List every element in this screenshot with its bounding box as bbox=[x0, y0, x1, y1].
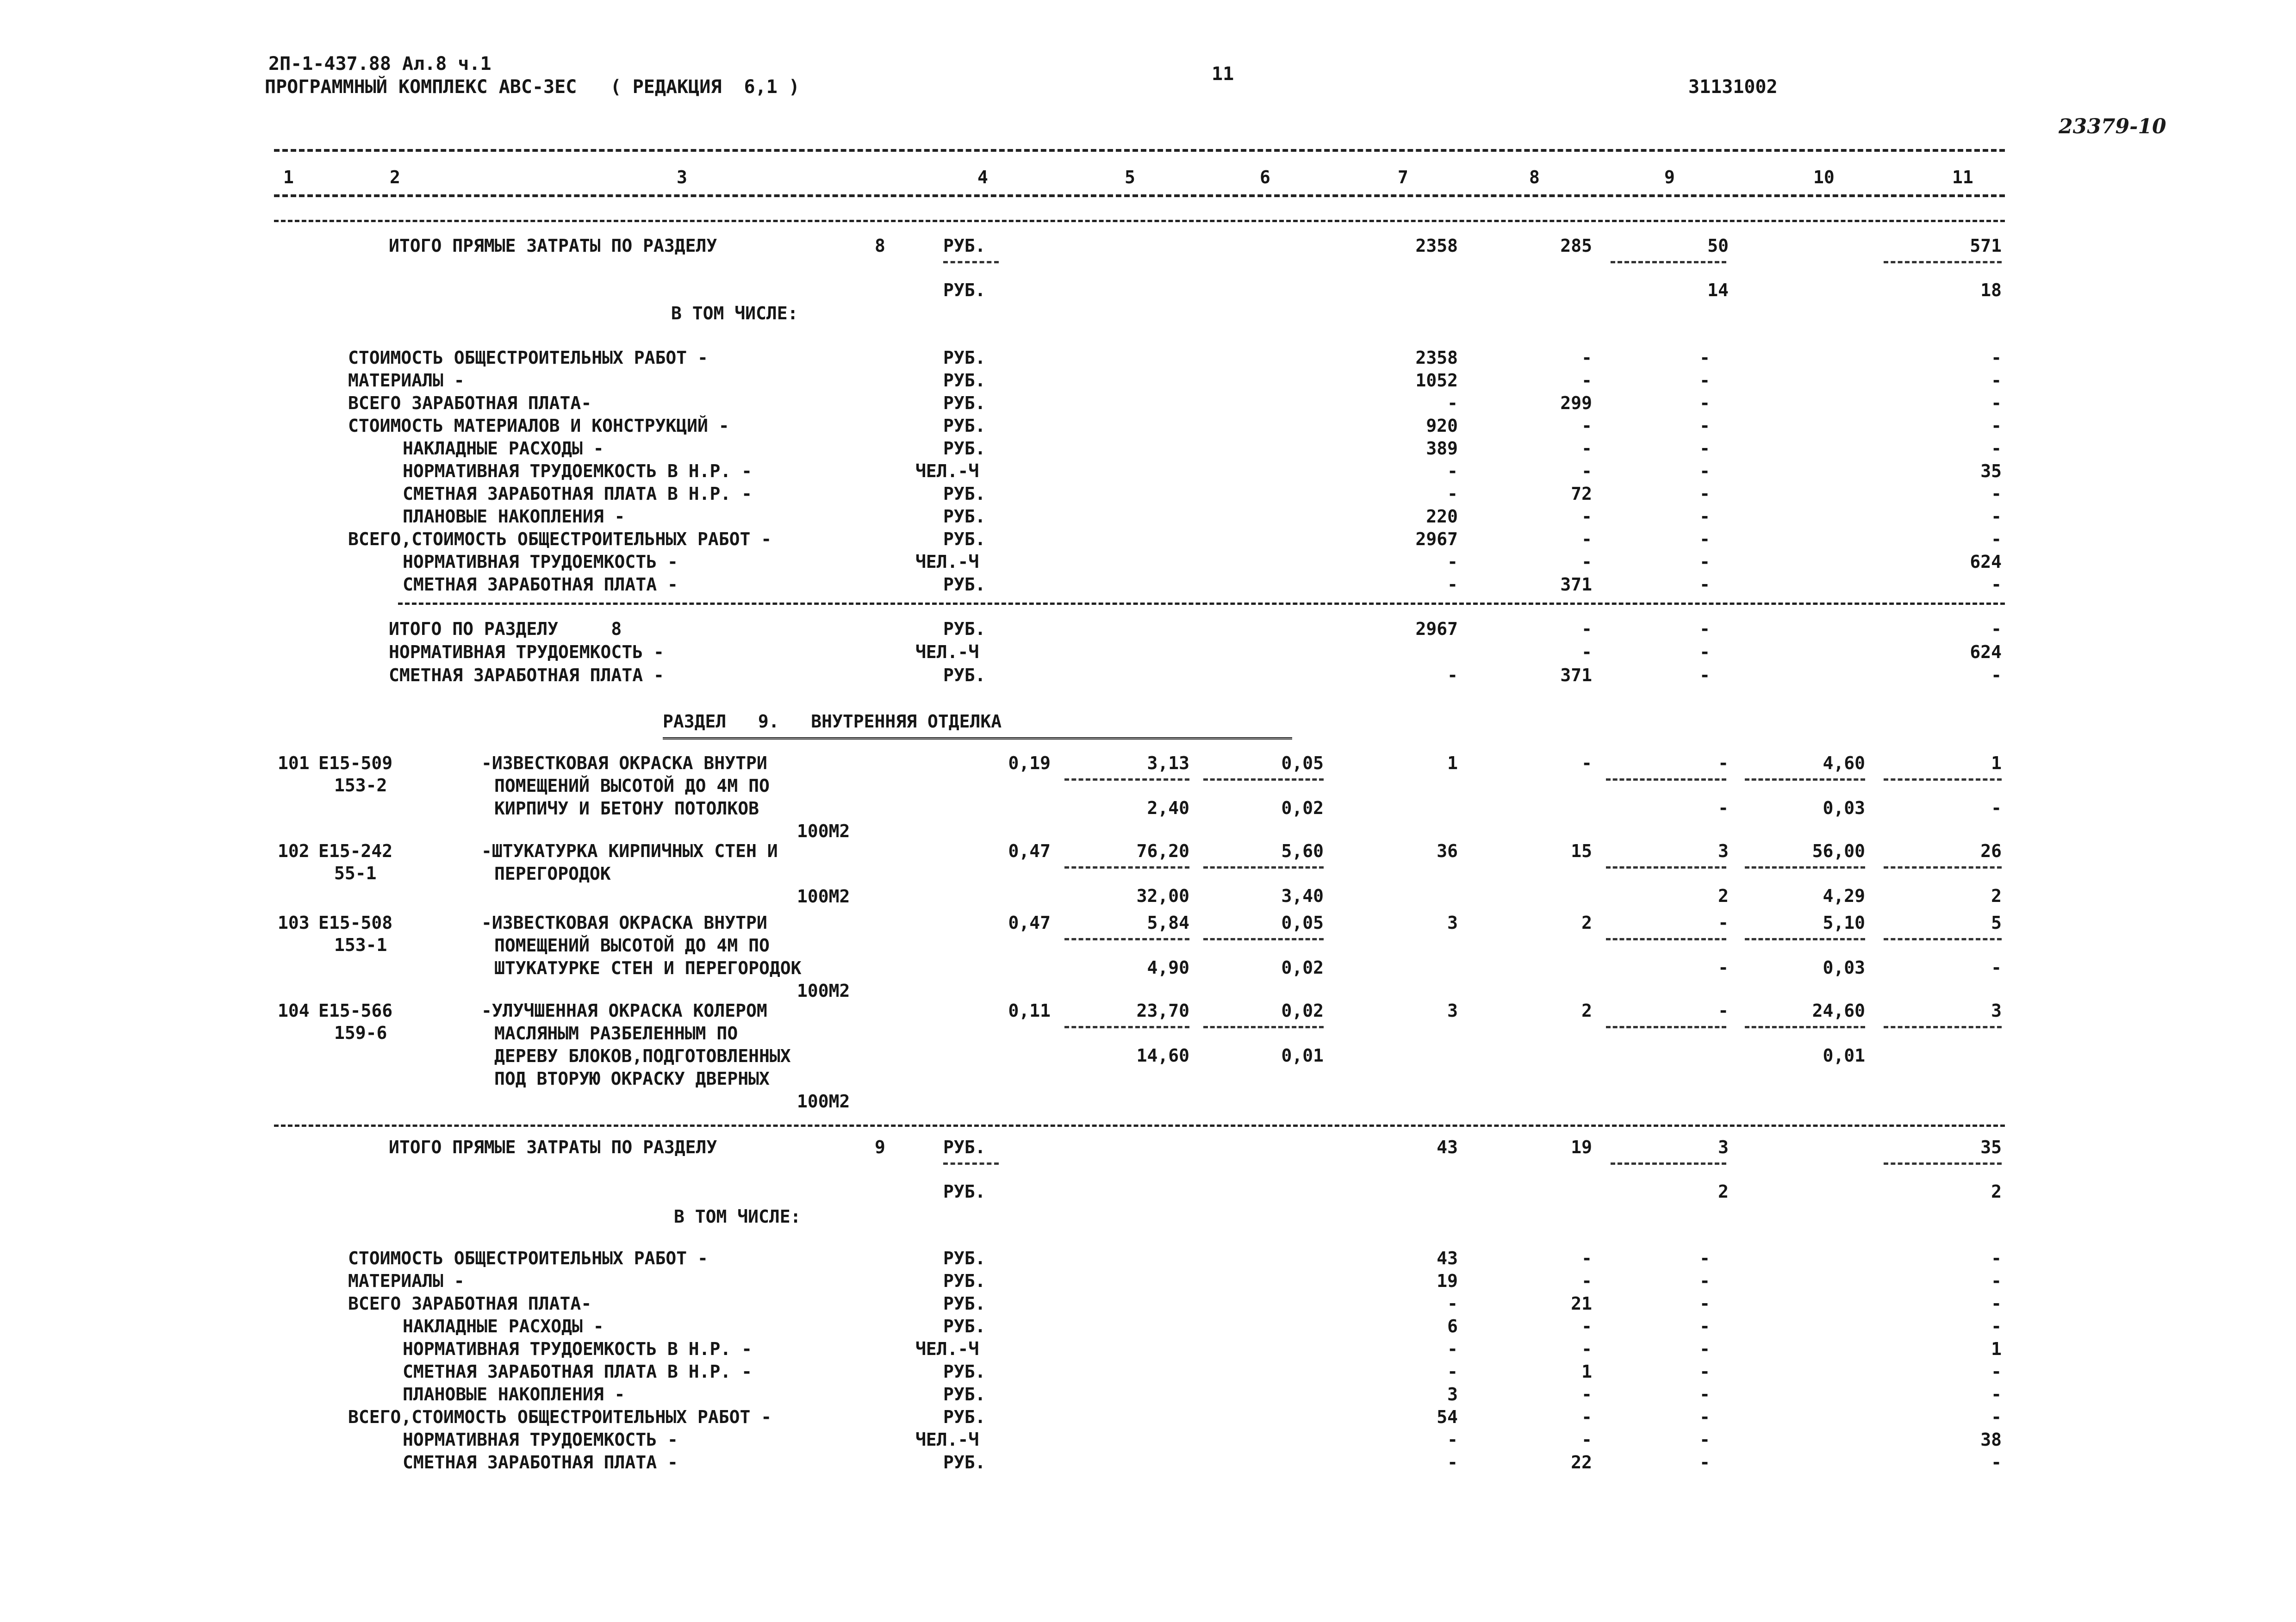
breakdown-unit: РУБ. bbox=[943, 1316, 986, 1336]
item-description-line: ШТУКАТУРКЕ СТЕН И ПЕРЕГОРОДОК bbox=[494, 958, 802, 978]
item-col8: 2 bbox=[1581, 1001, 1592, 1021]
total-col11-dash bbox=[1884, 1162, 2002, 1165]
column-number: 6 bbox=[1260, 167, 1270, 187]
item-col6-dash bbox=[1203, 1026, 1324, 1028]
breakdown-col7: 2967 bbox=[1415, 529, 1458, 549]
breakdown-col7: 3 bbox=[1447, 1384, 1458, 1404]
breakdown-col9: - bbox=[1699, 1316, 1710, 1336]
breakdown-col11: - bbox=[1991, 1293, 2002, 1314]
breakdown-col11: - bbox=[1991, 619, 2002, 639]
item-description-line: -ИЗВЕСТКОВАЯ ОКРАСКА ВНУТРИ bbox=[481, 913, 767, 933]
breakdown-col8: - bbox=[1581, 416, 1592, 436]
item-col10: 4,60 bbox=[1823, 753, 1865, 773]
column-number: 10 bbox=[1813, 167, 1835, 187]
total-col8: 285 bbox=[1560, 236, 1592, 256]
total-unit-dash bbox=[943, 1162, 999, 1165]
section9-title: РАЗДЕЛ 9. ВНУТРЕННЯЯ ОТДЕЛКА bbox=[663, 711, 1002, 732]
breakdown-col11: - bbox=[1991, 484, 2002, 504]
doc-id: 31131002 bbox=[1688, 76, 1778, 98]
breakdown-unit: РУБ. bbox=[943, 438, 986, 459]
item-col5: 5,84 bbox=[1147, 913, 1189, 933]
total-label: ИТОГО ПРЯМЫЕ ЗАТРАТЫ ПО РАЗДЕЛУ bbox=[389, 236, 717, 256]
breakdown-label: СМЕТНАЯ ЗАРАБОТНАЯ ПЛАТА В Н.Р. - bbox=[403, 484, 752, 504]
breakdown-col7: - bbox=[1447, 1429, 1458, 1450]
breakdown-col7: 54 bbox=[1437, 1407, 1458, 1427]
breakdown-col11: - bbox=[1991, 1361, 2002, 1382]
item-unit: 100М2 bbox=[797, 981, 850, 1001]
breakdown-col9: - bbox=[1699, 529, 1710, 549]
breakdown-col11: - bbox=[1991, 665, 2002, 685]
item-col9-sub: 2 bbox=[1718, 886, 1729, 906]
breakdown-unit: ЧЕЛ.-Ч bbox=[915, 1429, 979, 1450]
item-description-line: -УЛУЧШЕННАЯ ОКРАСКА КОЛЕРОМ bbox=[481, 1001, 767, 1021]
item-col10-dash bbox=[1745, 866, 1865, 869]
item-number: 101 bbox=[278, 753, 310, 773]
column-number: 11 bbox=[1952, 167, 1973, 187]
breakdown-unit: РУБ. bbox=[943, 506, 986, 527]
breakdown-col7: - bbox=[1447, 552, 1458, 572]
breakdown-col7: 2358 bbox=[1415, 348, 1458, 368]
breakdown-unit: РУБ. bbox=[943, 1293, 986, 1314]
item-description-line: ПОМЕЩЕНИЙ ВЫСОТОЙ ДО 4М ПО bbox=[494, 935, 770, 956]
breakdown-col8: - bbox=[1581, 506, 1592, 527]
breakdown-col9: - bbox=[1699, 484, 1710, 504]
item-col10-dash bbox=[1745, 938, 1865, 940]
item-col7: 3 bbox=[1447, 1001, 1458, 1021]
column-number: 4 bbox=[977, 167, 988, 187]
column-number: 2 bbox=[390, 167, 400, 187]
item-col5-sub: 32,00 bbox=[1136, 886, 1189, 906]
item-col11: 1 bbox=[1991, 753, 2002, 773]
breakdown-unit: РУБ. bbox=[943, 1452, 986, 1473]
breakdown-col8: - bbox=[1581, 1407, 1592, 1427]
breakdown-label: СМЕТНАЯ ЗАРАБОТНАЯ ПЛАТА - bbox=[403, 574, 678, 595]
total-col9-sub: 14 bbox=[1707, 280, 1729, 300]
item-col6-sub: 0,02 bbox=[1281, 957, 1324, 978]
breakdown-col9: - bbox=[1699, 1384, 1710, 1404]
breakdown-col8: 371 bbox=[1560, 574, 1592, 595]
breakdown-col8: - bbox=[1581, 1384, 1592, 1404]
column-number: 7 bbox=[1398, 167, 1408, 187]
item-description-line: -ШТУКАТУРКА КИРПИЧНЫХ СТЕН И bbox=[481, 841, 778, 861]
breakdown-col7: - bbox=[1447, 393, 1458, 413]
breakdown-col8: - bbox=[1581, 529, 1592, 549]
item-col11-sub: - bbox=[1991, 957, 2002, 978]
breakdown-col8: - bbox=[1581, 1248, 1592, 1268]
breakdown-col9: - bbox=[1699, 1407, 1710, 1427]
item-col9-dash bbox=[1606, 938, 1726, 940]
breakdown-col9: - bbox=[1699, 1339, 1710, 1359]
column-number: 3 bbox=[677, 167, 687, 187]
breakdown-unit: РУБ. bbox=[943, 1271, 986, 1291]
program-line: ПРОГРАММНЫЙ КОМПЛЕКС АВС-ЗЕС ( РЕДАКЦИЯ 6,1 ) bbox=[265, 76, 800, 98]
total-unit: РУБ. bbox=[943, 1137, 986, 1157]
breakdown-label: НАКЛАДНЫЕ РАСХОДЫ - bbox=[403, 438, 604, 459]
item-col6-dash bbox=[1203, 778, 1324, 781]
total-unit-dash bbox=[943, 261, 999, 263]
breakdown-label: ИТОГО ПО РАЗДЕЛУ 8 bbox=[389, 619, 622, 639]
breakdown-col7: 6 bbox=[1447, 1316, 1458, 1336]
breakdown-col7: - bbox=[1447, 665, 1458, 685]
item-number: 104 bbox=[278, 1001, 310, 1021]
breakdown-col11: - bbox=[1991, 416, 2002, 436]
item-col10: 24,60 bbox=[1812, 1001, 1865, 1021]
breakdown-col8: - bbox=[1581, 642, 1592, 662]
item-code: Е15-509 bbox=[318, 753, 393, 773]
item-col5-sub: 14,60 bbox=[1136, 1045, 1189, 1066]
item-col10-sub: 4,29 bbox=[1823, 886, 1865, 906]
breakdown-col8: - bbox=[1581, 370, 1592, 391]
item-col11-sub: 2 bbox=[1991, 886, 2002, 906]
breakdown-col11: 1 bbox=[1991, 1339, 2002, 1359]
item-col7: 3 bbox=[1447, 913, 1458, 933]
item-col6-sub: 0,02 bbox=[1281, 798, 1324, 818]
breakdown-unit: ЧЕЛ.-Ч bbox=[915, 642, 979, 662]
breakdown-col8: 371 bbox=[1560, 665, 1592, 685]
breakdown-col7: - bbox=[1447, 1452, 1458, 1473]
breakdown-col11: - bbox=[1991, 1407, 2002, 1427]
total-label: ИТОГО ПРЯМЫЕ ЗАТРАТЫ ПО РАЗДЕЛУ bbox=[389, 1137, 717, 1157]
breakdown-col7: 1052 bbox=[1415, 370, 1458, 391]
column-number: 9 bbox=[1664, 167, 1675, 187]
item-code: Е15-508 bbox=[318, 913, 393, 933]
breakdown-label: СТОИМОСТЬ ОБЩЕСТРОИТЕЛЬНЫХ РАБОТ - bbox=[348, 348, 708, 368]
breakdown-col8: 22 bbox=[1571, 1452, 1592, 1473]
doc-code: 2П-1-437.88 Ал.8 ч.1 bbox=[268, 53, 492, 75]
item-col10-dash bbox=[1745, 778, 1865, 781]
breakdown-col8: - bbox=[1581, 1339, 1592, 1359]
breakdown-unit: РУБ. bbox=[943, 574, 986, 595]
item-description-line: МАСЛЯНЫМ РАЗБЕЛЕННЫМ ПО bbox=[494, 1023, 738, 1044]
breakdown-col11: - bbox=[1991, 1316, 2002, 1336]
item-code-2: 153-1 bbox=[334, 935, 387, 955]
breakdown-unit: РУБ. bbox=[943, 1384, 986, 1404]
breakdown-label: СТОИМОСТЬ ОБЩЕСТРОИТЕЛЬНЫХ РАБОТ - bbox=[348, 1248, 708, 1268]
breakdown-col8: 72 bbox=[1571, 484, 1592, 504]
item-unit: 100М2 bbox=[797, 886, 850, 907]
breakdown-col8: - bbox=[1581, 461, 1592, 481]
item-code-2: 153-2 bbox=[334, 775, 387, 795]
item-description-line: КИРПИЧУ И БЕТОНУ ПОТОЛКОВ bbox=[494, 798, 759, 819]
breakdown-unit: РУБ. bbox=[943, 484, 986, 504]
item-col10: 5,10 bbox=[1823, 913, 1865, 933]
total-col9-sub: 2 bbox=[1718, 1181, 1729, 1202]
breakdown-col8: - bbox=[1581, 1271, 1592, 1291]
breakdown-label: СТОИМОСТЬ МАТЕРИАЛОВ И КОНСТРУКЦИЙ - bbox=[348, 416, 729, 436]
breakdown-label: НОРМАТИВНАЯ ТРУДОЕМКОСТЬ В Н.Р. - bbox=[403, 461, 752, 481]
item-col9: - bbox=[1718, 753, 1729, 773]
item-code-2: 55-1 bbox=[334, 863, 377, 883]
breakdown-col7: 220 bbox=[1426, 506, 1458, 527]
item-col6: 0,02 bbox=[1281, 1001, 1324, 1021]
breakdown-col11: 624 bbox=[1970, 642, 2002, 662]
page-number: 11 bbox=[1212, 63, 1234, 85]
total-section-number: 8 bbox=[875, 236, 885, 256]
breakdown-col7: 389 bbox=[1426, 438, 1458, 459]
item-col11-sub: - bbox=[1991, 798, 2002, 818]
header-rule-top bbox=[274, 149, 2005, 152]
item-col5-dash bbox=[1064, 1026, 1189, 1028]
breakdown-label: СМЕТНАЯ ЗАРАБОТНАЯ ПЛАТА В Н.Р. - bbox=[403, 1361, 752, 1382]
item-col9-sub: - bbox=[1718, 957, 1729, 978]
stamp-text: 23379-10 bbox=[2059, 115, 2166, 138]
total-col9: 3 bbox=[1718, 1137, 1729, 1157]
item-col5-sub: 4,90 bbox=[1147, 957, 1189, 978]
total-col9-dash bbox=[1611, 1162, 1726, 1165]
breakdown-col9: - bbox=[1699, 461, 1710, 481]
breakdown-label: СМЕТНАЯ ЗАРАБОТНАЯ ПЛАТА - bbox=[389, 665, 664, 685]
breakdown-col9: - bbox=[1699, 665, 1710, 685]
breakdown-col7: 19 bbox=[1437, 1271, 1458, 1291]
total-unit-2: РУБ. bbox=[943, 280, 986, 300]
rule-s8-itogo bbox=[398, 603, 2005, 605]
item-col5: 23,70 bbox=[1136, 1001, 1189, 1021]
item-col8: 15 bbox=[1571, 841, 1592, 861]
item-col8: - bbox=[1581, 753, 1592, 773]
header-rule-bottom bbox=[274, 194, 2005, 197]
breakdown-col9: - bbox=[1699, 619, 1710, 639]
total-col9: 50 bbox=[1707, 236, 1729, 256]
total-col7: 43 bbox=[1437, 1137, 1458, 1157]
breakdown-unit: ЧЕЛ.-Ч bbox=[915, 1339, 979, 1359]
breakdown-col8: 1 bbox=[1581, 1361, 1592, 1382]
item-unit: 100М2 bbox=[797, 821, 850, 841]
breakdown-label: ВСЕГО,СТОИМОСТЬ ОБЩЕСТРОИТЕЛЬНЫХ РАБОТ - bbox=[348, 1407, 772, 1427]
breakdown-col9: - bbox=[1699, 370, 1710, 391]
in-that-label-2: В ТОМ ЧИСЛЕ: bbox=[674, 1206, 801, 1227]
item-description-line: ПЕРЕГОРОДОК bbox=[494, 864, 611, 884]
breakdown-col9: - bbox=[1699, 552, 1710, 572]
item-col11-dash bbox=[1884, 866, 2002, 869]
breakdown-col7: 920 bbox=[1426, 416, 1458, 436]
item-col9-dash bbox=[1606, 866, 1726, 869]
breakdown-unit: РУБ. bbox=[943, 393, 986, 413]
item-col11: 5 bbox=[1991, 913, 2002, 933]
breakdown-col11: - bbox=[1991, 393, 2002, 413]
item-col10-dash bbox=[1745, 1026, 1865, 1028]
breakdown-col7: - bbox=[1447, 574, 1458, 595]
item-description-line: ПОД ВТОРУЮ ОКРАСКУ ДВЕРНЫХ bbox=[494, 1069, 770, 1089]
item-col11-dash bbox=[1884, 778, 2002, 781]
item-col6-sub: 3,40 bbox=[1281, 886, 1324, 906]
breakdown-unit: РУБ. bbox=[943, 529, 986, 549]
total-col8: 19 bbox=[1571, 1137, 1592, 1157]
breakdown-col11: - bbox=[1991, 506, 2002, 527]
breakdown-col9: - bbox=[1699, 574, 1710, 595]
item-quantity: 0,47 bbox=[1008, 913, 1051, 933]
item-col5: 76,20 bbox=[1136, 841, 1189, 861]
breakdown-col11: - bbox=[1991, 1452, 2002, 1473]
rule-s9-total-top bbox=[274, 1125, 2005, 1127]
item-quantity: 0,11 bbox=[1008, 1001, 1051, 1021]
total-col11: 35 bbox=[1980, 1137, 2002, 1157]
breakdown-label: МАТЕРИАЛЫ - bbox=[348, 1271, 465, 1291]
breakdown-unit: РУБ. bbox=[943, 1248, 986, 1268]
item-col5: 3,13 bbox=[1147, 753, 1189, 773]
breakdown-unit: РУБ. bbox=[943, 1361, 986, 1382]
breakdown-col11: - bbox=[1991, 438, 2002, 459]
breakdown-col11: 35 bbox=[1980, 461, 2002, 481]
item-col9: - bbox=[1718, 1001, 1729, 1021]
breakdown-col8: - bbox=[1581, 1316, 1592, 1336]
total-col11-sub: 18 bbox=[1980, 280, 2002, 300]
breakdown-label: НОРМАТИВНАЯ ТРУДОЕМКОСТЬ В Н.Р. - bbox=[403, 1339, 752, 1359]
breakdown-col9: - bbox=[1699, 1452, 1710, 1473]
item-col7: 1 bbox=[1447, 753, 1458, 773]
breakdown-unit: РУБ. bbox=[943, 370, 986, 391]
item-col10-sub: 0,03 bbox=[1823, 798, 1865, 818]
breakdown-label: СМЕТНАЯ ЗАРАБОТНАЯ ПЛАТА - bbox=[403, 1452, 678, 1473]
breakdown-label: ВСЕГО,СТОИМОСТЬ ОБЩЕСТРОИТЕЛЬНЫХ РАБОТ - bbox=[348, 529, 772, 549]
breakdown-col7: - bbox=[1447, 1361, 1458, 1382]
item-col6: 0,05 bbox=[1281, 913, 1324, 933]
item-col10-sub: 0,03 bbox=[1823, 957, 1865, 978]
breakdown-col8: - bbox=[1581, 552, 1592, 572]
item-col9-sub: - bbox=[1718, 798, 1729, 818]
item-col9-dash bbox=[1606, 778, 1726, 781]
breakdown-label: МАТЕРИАЛЫ - bbox=[348, 370, 465, 391]
breakdown-label: НОРМАТИВНАЯ ТРУДОЕМКОСТЬ - bbox=[389, 642, 664, 662]
breakdown-col8: - bbox=[1581, 619, 1592, 639]
breakdown-col9: - bbox=[1699, 1429, 1710, 1450]
item-col9: 3 bbox=[1718, 841, 1729, 861]
item-col6: 0,05 bbox=[1281, 753, 1324, 773]
item-col11-dash bbox=[1884, 938, 2002, 940]
total-col7: 2358 bbox=[1415, 236, 1458, 256]
column-number: 1 bbox=[283, 167, 294, 187]
item-description-line: ДЕРЕВУ БЛОКОВ,ПОДГОТОВЛЕННЫХ bbox=[494, 1046, 791, 1066]
breakdown-unit: ЧЕЛ.-Ч bbox=[915, 461, 979, 481]
breakdown-col7: - bbox=[1447, 1339, 1458, 1359]
breakdown-col7: - bbox=[1447, 484, 1458, 504]
total-unit-2: РУБ. bbox=[943, 1181, 986, 1202]
total-col11-dash bbox=[1884, 261, 2002, 263]
total-col9-dash bbox=[1611, 261, 1726, 263]
item-quantity: 0,47 bbox=[1008, 841, 1051, 861]
total-unit: РУБ. bbox=[943, 236, 986, 256]
breakdown-col7: 2967 bbox=[1415, 619, 1458, 639]
breakdown-col8: 299 bbox=[1560, 393, 1592, 413]
breakdown-unit: РУБ. bbox=[943, 619, 986, 639]
item-col11: 3 bbox=[1991, 1001, 2002, 1021]
item-col11: 26 bbox=[1980, 841, 2002, 861]
item-unit: 100М2 bbox=[797, 1091, 850, 1112]
item-col6-dash bbox=[1203, 866, 1324, 869]
item-col10-sub: 0,01 bbox=[1823, 1045, 1865, 1066]
breakdown-col9: - bbox=[1699, 1248, 1710, 1268]
breakdown-label: ПЛАНОВЫЕ НАКОПЛЕНИЯ - bbox=[403, 506, 625, 527]
breakdown-label: ВСЕГО ЗАРАБОТНАЯ ПЛАТА- bbox=[348, 1293, 592, 1314]
breakdown-col9: - bbox=[1699, 438, 1710, 459]
breakdown-col9: - bbox=[1699, 416, 1710, 436]
item-number: 102 bbox=[278, 841, 310, 861]
rule-s8-total-top bbox=[274, 220, 2005, 222]
item-col5-dash bbox=[1064, 866, 1189, 869]
column-number: 8 bbox=[1529, 167, 1540, 187]
section9-title-underline bbox=[663, 737, 1292, 740]
item-number: 103 bbox=[278, 913, 310, 933]
breakdown-col11: 624 bbox=[1970, 552, 2002, 572]
breakdown-col8: 21 bbox=[1571, 1293, 1592, 1314]
column-number: 5 bbox=[1125, 167, 1135, 187]
breakdown-col7: - bbox=[1447, 461, 1458, 481]
breakdown-unit: ЧЕЛ.-Ч bbox=[915, 552, 979, 572]
item-col6-dash bbox=[1203, 938, 1324, 940]
breakdown-col7: 43 bbox=[1437, 1248, 1458, 1268]
breakdown-unit: РУБ. bbox=[943, 348, 986, 368]
breakdown-col9: - bbox=[1699, 1271, 1710, 1291]
breakdown-col9: - bbox=[1699, 1293, 1710, 1314]
breakdown-col11: - bbox=[1991, 574, 2002, 595]
breakdown-col8: - bbox=[1581, 1429, 1592, 1450]
item-code: Е15-242 bbox=[318, 841, 393, 861]
breakdown-col7: - bbox=[1447, 1293, 1458, 1314]
breakdown-col8: - bbox=[1581, 438, 1592, 459]
item-col6: 5,60 bbox=[1281, 841, 1324, 861]
item-col11-dash bbox=[1884, 1026, 2002, 1028]
breakdown-col8: - bbox=[1581, 348, 1592, 368]
breakdown-col9: - bbox=[1699, 642, 1710, 662]
breakdown-col9: - bbox=[1699, 348, 1710, 368]
item-col5-dash bbox=[1064, 938, 1189, 940]
item-code: Е15-566 bbox=[318, 1001, 393, 1021]
breakdown-unit: РУБ. bbox=[943, 665, 986, 685]
breakdown-label: НАКЛАДНЫЕ РАСХОДЫ - bbox=[403, 1316, 604, 1336]
breakdown-col11: - bbox=[1991, 1248, 2002, 1268]
total-col11: 571 bbox=[1970, 236, 2002, 256]
breakdown-unit: РУБ. bbox=[943, 1407, 986, 1427]
in-that-label-1: В ТОМ ЧИСЛЕ: bbox=[671, 303, 798, 323]
item-col7: 36 bbox=[1437, 841, 1458, 861]
breakdown-col9: - bbox=[1699, 1361, 1710, 1382]
item-code-2: 159-6 bbox=[334, 1023, 387, 1043]
item-col8: 2 bbox=[1581, 913, 1592, 933]
handwritten-stamp bbox=[2059, 115, 2211, 138]
item-description-line: -ИЗВЕСТКОВАЯ ОКРАСКА ВНУТРИ bbox=[481, 753, 767, 773]
item-quantity: 0,19 bbox=[1008, 753, 1051, 773]
breakdown-unit: РУБ. bbox=[943, 416, 986, 436]
total-col11-sub: 2 bbox=[1991, 1181, 2002, 1202]
item-col6-sub: 0,01 bbox=[1281, 1045, 1324, 1066]
breakdown-col9: - bbox=[1699, 393, 1710, 413]
breakdown-col11: - bbox=[1991, 1384, 2002, 1404]
breakdown-label: ВСЕГО ЗАРАБОТНАЯ ПЛАТА- bbox=[348, 393, 592, 413]
breakdown-label: НОРМАТИВНАЯ ТРУДОЕМКОСТЬ - bbox=[403, 1429, 678, 1450]
breakdown-col9: - bbox=[1699, 506, 1710, 527]
item-col10: 56,00 bbox=[1812, 841, 1865, 861]
breakdown-col11: - bbox=[1991, 348, 2002, 368]
item-col5-dash bbox=[1064, 778, 1189, 781]
breakdown-col11: - bbox=[1991, 529, 2002, 549]
breakdown-label: ПЛАНОВЫЕ НАКОПЛЕНИЯ - bbox=[403, 1384, 625, 1404]
item-col9: - bbox=[1718, 913, 1729, 933]
item-col5-sub: 2,40 bbox=[1147, 798, 1189, 818]
breakdown-label: НОРМАТИВНАЯ ТРУДОЕМКОСТЬ - bbox=[403, 552, 678, 572]
item-description-line: ПОМЕЩЕНИЙ ВЫСОТОЙ ДО 4М ПО bbox=[494, 776, 770, 796]
breakdown-col11: - bbox=[1991, 1271, 2002, 1291]
item-col9-dash bbox=[1606, 1026, 1726, 1028]
breakdown-col11: 38 bbox=[1980, 1429, 2002, 1450]
breakdown-col11: - bbox=[1991, 370, 2002, 391]
total-section-number: 9 bbox=[875, 1137, 885, 1157]
